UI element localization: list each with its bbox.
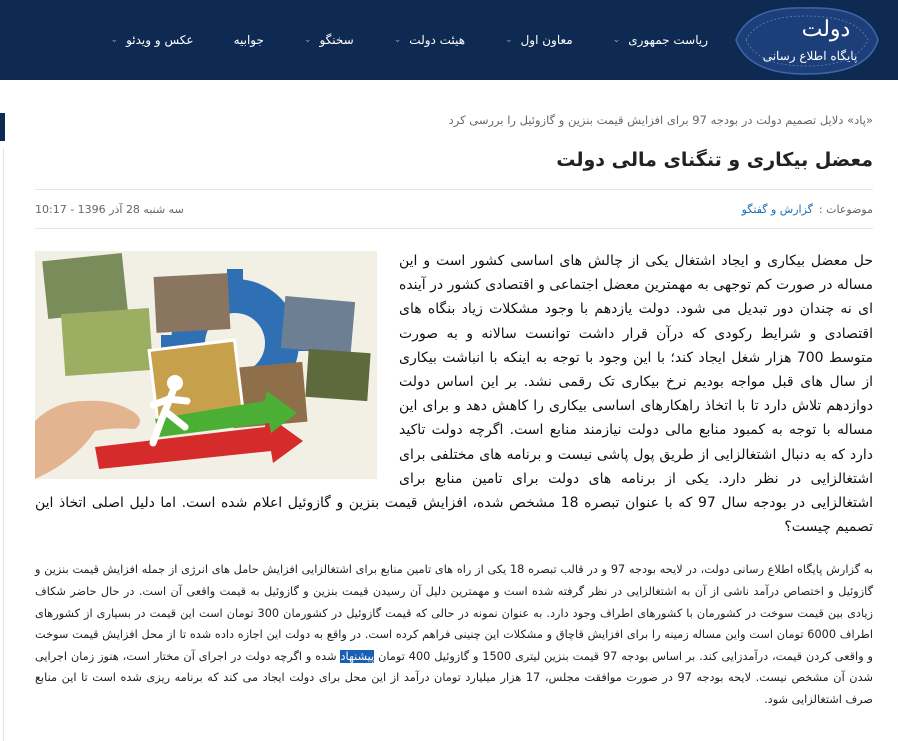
article-date: سه شنبه 28 آذر 1396 - 10:17 <box>35 203 184 216</box>
chevron-down-icon: ⌄ <box>612 35 621 45</box>
topics <box>742 203 873 216</box>
nav-item-first-vice[interactable] <box>505 33 573 47</box>
article <box>35 96 873 711</box>
chevron-down-icon: ⌄ <box>303 35 312 45</box>
article-meta <box>35 203 873 216</box>
chevron-down-icon: ⌄ <box>505 35 513 45</box>
article-body <box>35 249 873 711</box>
divider <box>35 228 873 229</box>
article-lead: «پاد» دلایل تصمیم دولت در بودجه 97 برای افزایش قیمت بنزین و گازوئیل را بررسی کرد <box>448 113 873 127</box>
nav-item-spokesman[interactable] <box>304 33 354 47</box>
logo-sub-text: پایگاه اطلاع رسانی <box>762 49 858 63</box>
topics-label: موضوعات : <box>818 203 873 216</box>
main-menu <box>110 0 708 80</box>
divider <box>35 189 873 190</box>
article-image[interactable] <box>35 251 377 479</box>
side-divider <box>3 148 4 741</box>
article-paragraph-main <box>35 559 873 710</box>
article-title: معضل بیکاری و تنگنای مالی دولت <box>556 149 873 171</box>
paragraph-text-a: به گزارش پایگاه اطلاع رسانی دولت، در لایحه بودجه 97 و در قالب تبصره 18 یکی از راه های تامین منابع برای اشتغالزایی افزایش حامل های انرژی از جمله افزایش قیمت بنزین و گازوئیل و اختصاص درآمد ناشی از آن به اشتغالزایی در نظر گرفته شده است و مهمترین دلیل آن رسیدن قیمت بنزین و گازوئیل به قیمت واقعی آن است. در حال حاضر شکاف زیادی بین قیمت سوخت در کشورمان با کشورهای اطراف وجود دارد. به عنوان نمونه در حالی که قیمت گازوئیل در کشورمان 300 تومان است این قیمت در بسیاری از کشورهای اطراف 6000 تومان است واین مساله زمینه را برای افزایش قاچاق و مشکلات این چنینی فراهم کرده است. در واقع به دولت این اجازه داده شده تا از محل افزایش قیمت سوخت و واقعی کردن قیمت، درآمدزایی کند. بر اساس بودجه 97 قیمت بنزین لیتری 1500 و گازوئیل 400 تومان <box>35 563 874 663</box>
nav-item-response[interactable] <box>234 33 264 47</box>
nav-item-label: ریاست جمهوری <box>628 33 708 47</box>
chevron-down-icon: ⌄ <box>110 35 119 45</box>
nav-item-label: هیئت دولت <box>409 33 466 47</box>
nav-item-label: سخنگو <box>319 33 354 47</box>
selected-text-highlight[interactable]: پیشنهاد <box>340 649 375 663</box>
nav-item-photo-video[interactable] <box>111 33 194 47</box>
chevron-down-icon: ⌄ <box>393 35 402 45</box>
side-tab[interactable] <box>0 113 5 141</box>
nav-item-label: عکس و ویدئو <box>126 33 194 47</box>
topic-link[interactable]: گزارش و گفتگو <box>741 203 813 216</box>
site-logo[interactable] <box>728 2 884 78</box>
top-navigation-bar <box>0 0 898 80</box>
logo-main-text: دولت <box>801 17 851 42</box>
nav-item-presidency[interactable] <box>613 33 708 47</box>
nav-item-label: جوابیه <box>233 33 264 47</box>
nav-item-label: معاون اول <box>520 33 573 47</box>
article-paragraph-intro: حل معضل بیکاری و ایجاد اشتغال یکی از چالش های اساسی کشور است و این مساله در صورت کم توجهی به مهمترین معضل اجتماعی و اقتصادی کشور در آینده ای نه چندان دور تبدیل می شود. دولت یازدهم با وجود مشکلات زیاد بنگاه های اقتصادی و شرایط رکودی که درآن قرار داشت توانست سالانه و به صورت متوسط 700 هزار شغل ایجاد کند؛ با این وجود با توجه به اینکه با انباشت بیکاری از سال های قبل مواجه بودیم نرخ بیکاری تک رقمی نشد. بر این اساس دولت دوازدهم تلاش دارد تا با اتخاذ راهکارهای اساسی بیکاری را کاهش دهد و برای این مساله با توجه به کمبود منابع مالی دولت نیازمند منابع است. اگرچه دولت تاکید دارد که به دنبال اشتغالزایی از طریق پول پاشی نیست و برنامه های مختلفی برای اشتغالزایی در نظر دارد. یکی از برنامه های دولت برای تامین منابع برای اشتغالزایی در بودجه سال 97 که با عنوان تبصره 18 مشخص شده، افزایش قیمت بنزین و گازوئیل اعلام شده است. اما دلیل اصلی اتخاذ این تصمیم چیست؟ <box>35 253 874 536</box>
paragraph-text-b: شده و اگرچه دولت در اجرای آن مختار است، هنوز زمان اجرایی شدن آن مشخص نیست. لایحه بودجه 97 در صورت موافقت مجلس، 17 هزار میلیارد تومان درآمد از این محل برای دولت ایجاد می کند که برنامه ریزی شده است تا این منابع صرف اشتغالزایی شود. <box>35 649 874 706</box>
nav-item-cabinet[interactable] <box>394 33 465 47</box>
